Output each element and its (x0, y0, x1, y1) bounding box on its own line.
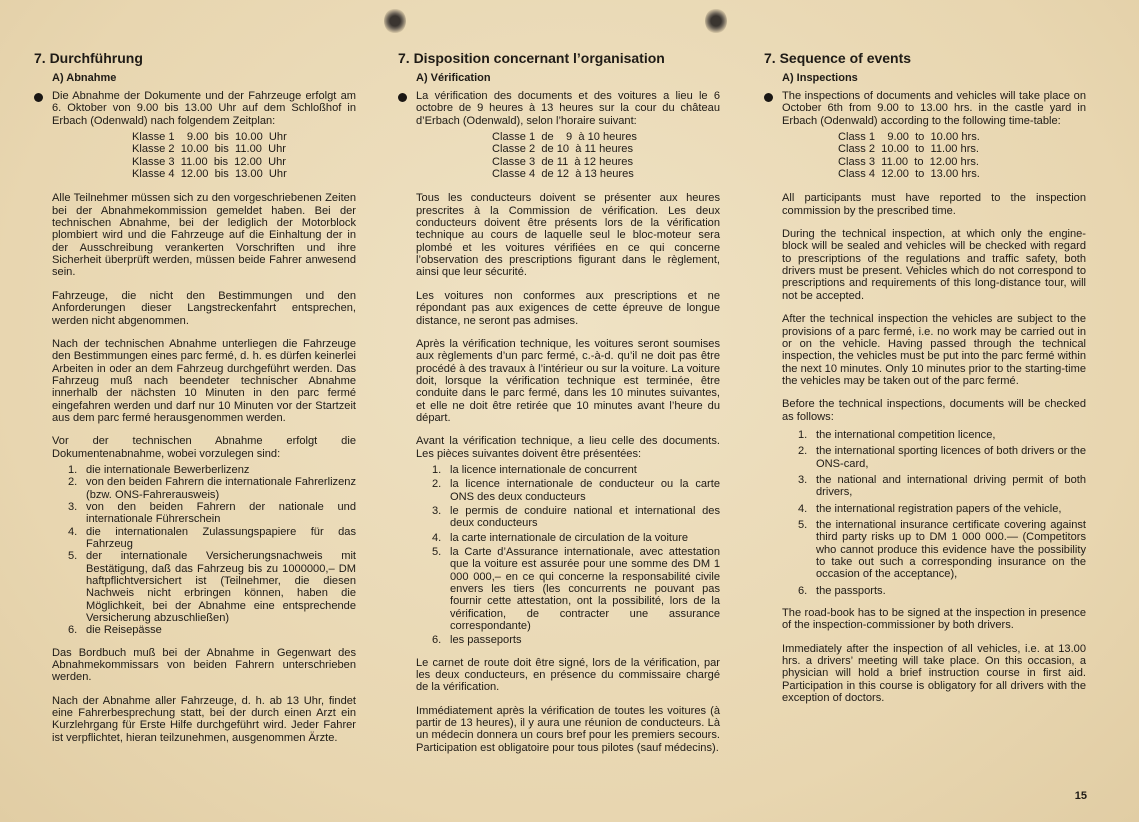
page-number: 15 (1074, 790, 1087, 802)
document-list (416, 464, 720, 647)
document-list (782, 429, 1086, 597)
section-heading: 7. Durchführung (34, 50, 143, 66)
schedule-row: Klasse 4 12.00 bis 13.00 Uhr (132, 168, 287, 181)
intro-paragraph: La vérification des documents et des voitures a lieu le 6 octobre de 9 heures à 13 heures sur la cour du château d’Erbach (Odenwald), selon l’horaire suivant: (416, 90, 720, 127)
paragraph: Immédiatement après la vérification de toutes les voitures (à partir de 13 heures), il y aura une réunion de conducteurs. Là un médecin donnera un cours bref pour les premiers secours. Participation est obligatoire pour tous pilotes (sauf médecins). (416, 704, 720, 754)
paragraph: Après la vérification technique, les voitures seront soumises aux règlements d’un parc fermé, c.-à-d. qu’il ne doit pas être procédé à des travaux à l’intérieur ou sur la voiture. La voiture doit, lorsque la vérification technique est terminée, être conduite dans le parc fermé, dans les 10 minutes suivantes, et elle ne doit être retirée que 10 minutes avant l’heure du départ. (416, 337, 721, 424)
column-french (398, 50, 720, 765)
schedule-row: Classe 2 de 10 à 11 heures (492, 143, 634, 156)
paragraph: Avant la vérification technique, a lieu celle des documents. Les pièces suivantes doivent être présentées: (416, 435, 720, 460)
list-item: 2. the international sporting licences of both drivers or the ONS-card, (798, 445, 1086, 470)
list-item: 6. die Reisepässe (68, 624, 162, 637)
list-item: 1. die internationale Bewerberlizenz (68, 463, 250, 476)
list-item: 3. le permis de conduire national et international des deux conducteurs (432, 504, 720, 530)
list-item: 2. von den beiden Fahrern die internationale Fahrerlizenz (bzw. ONS-Fahrerausweis) (68, 476, 356, 501)
paragraph: Immediately after the inspection of all vehicles, i.e. at 13.00 hrs. a drivers’ meeting will take place. On this occasion, a physician will hold a brief instruction course in first aid. Participation in this course is obligatory for all drivers with the exception of doctors. (782, 642, 1086, 705)
list-item: 5. the international insurance certificate covering against third party risks up to DM 1 000 000.— (Competitors who cannot produce this evidence have the possibility to take out such a corresponding insurance on the occasion of the acceptance), (798, 518, 1086, 581)
paragraph: During the technical inspection, at which only the engine-block will be sealed and vehicles will be checked with regard to prescriptions of the regulations and traffic safety, both drivers must be present. Vehicles which do not correspond to prescriptions and requirements of this long-distance tour, will not be accepted. (782, 228, 1086, 302)
schedule-row: Classe 3 de 11 à 12 heures (492, 155, 634, 168)
paragraph: Tous les conducteurs doivent se présenter aux heures prescrites à la Commission de vérification. Les deux conducteurs doivent être présents lors de la vérification technique au cours de laquelle seul le bloc-moteur sera plombé et les voitures vérifiées en ce qui concerne l’observation des prescriptions figurant dans le règlement, ainsi que leur sécurité. (416, 192, 720, 279)
bullet-marker (34, 93, 43, 102)
list-item: 5. la Carte d’Assurance internationale, avec attestation que la voiture est assurée pour une somme des DM 1 000 000,– en ce qui concerne la responsabilité civile envers les tiers (les concurrents ne pouvant pas fournir cette attestation, ont la possibilité, lors de la vérification, de contracter une assurance correspondante) (432, 546, 720, 633)
paragraph: The road-book has to be signed at the inspection in presence of the inspection-commissioner by both drivers. (782, 607, 1086, 632)
paragraph: Das Bordbuch muß bei der Abnahme in Gegenwart des Abnahmekommissars von beiden Fahrern unterschrieben werden. (52, 646, 356, 684)
intro-paragraph: The inspections of documents and vehicles will take place on October 6th from 9.00 to 13.00 hrs. in the castle yard in Erbach (Odenwald) according to the following time-table: (782, 90, 1086, 127)
schedule-row: Class 1 9.00 to 10.00 hrs. (838, 131, 980, 144)
schedule-row: Klasse 2 10.00 bis 11.00 Uhr (132, 143, 286, 156)
bullet-marker (764, 93, 773, 102)
list-item: 1. the international competition licence, (798, 428, 996, 441)
schedule-row: Classe 1 de 9 à 10 heures (492, 131, 637, 144)
list-item: 4. the international registration papers of the vehicle, (798, 502, 1062, 515)
paragraph: Le carnet de route doit être signé, lors de la vérification, par les deux conducteurs, en présence du commissaire chargé de la vérification. (416, 656, 720, 694)
paragraph: Les voitures non conformes aux prescriptions et ne répondant pas aux exigences de cette épreuve de longue distance, ne seront pas admises. (416, 289, 720, 327)
list-item: 3. von den beiden Fahrern der nationale und internationale Führerschein (68, 500, 356, 526)
schedule-table (492, 131, 720, 180)
list-item: 2. la licence internationale de conducteur ou la carte ONS des deux conducteurs (432, 478, 720, 503)
list-item: 4. la carte internationale de circulation de la voiture (432, 531, 689, 544)
paragraph: Nach der Abnahme aller Fahrzeuge, d. h. ab 13 Uhr, findet eine Fahrerbesprechung statt, bei der durch einen Arzt ein Kurzlehrgang für Erste Hilfe durchgeführt wird. Jeder Fahrer ist verpflichtet, hieran teilzunehmen, ausgenommen Ärzte. (52, 694, 356, 744)
subsection-heading: A) Vérification (416, 72, 491, 84)
list-item: 6. the passports. (798, 584, 886, 597)
schedule-row: Class 2 10.00 to 11.00 hrs. (838, 143, 980, 156)
list-item: 1. la licence internationale de concurrent (432, 463, 637, 476)
list-item: 4. die internationalen Zulassungspapiere für das Fahrzeug (68, 525, 356, 550)
schedule-row: Klasse 1 9.00 bis 10.00 Uhr (132, 131, 287, 144)
list-item: 3. the national and international driving permit of both drivers, (798, 473, 1086, 499)
paragraph: Vor der technischen Abnahme erfolgt die Dokumentenabnahme, wobei vorzulegen sind: (52, 435, 356, 460)
column-english (764, 50, 1086, 715)
punch-hole (384, 8, 406, 34)
schedule-row: Class 3 11.00 to 12.00 hrs. (838, 155, 980, 168)
bullet-marker (398, 93, 407, 102)
list-item: 6. les passeports (432, 634, 522, 647)
list-item: 5. der internationale Versicherungsnachweis mit Bestätigung, daß das Fahrzeug bis zu 1000000,– DM haftpflichtversichert ist (Teilnehmer, die diesen Nachweis nicht erbringen können, haben die Möglichkeit, bei der Abnahme eine entsprechende Versicherung abzuschließen) (68, 550, 356, 625)
paragraph: Before the technical inspections, documents will be checked as follows: (782, 398, 1086, 423)
paragraph: After the technical inspection the vehicles are subject to the provisions of a parc fermé, i.e. no work may be carried out in or on the vehicle. Having passed through the technical inspection, the vehicles must be put into the parc fermé within the next 10 minutes. Only 10 minutes prior to the starting-time the vehicles may be taken out of the parc fermé. (782, 313, 1086, 387)
paragraph: Alle Teilnehmer müssen sich zu den vorgeschriebenen Zeiten bei der Abnahmekommission gemeldet haben. Bei der technischen Abnahme, bei der lediglich der Motorblock plombiert wird und die Fahrzeuge auf die Einhaltung der in der Ausschreibung verankerten Vorschriften und ihre Sicherheit überprüft werden, müssen beide Fahrer anwesend sein. (52, 192, 356, 279)
column-german (34, 50, 356, 755)
subsection-heading: A) Inspections (782, 72, 858, 84)
schedule-row: Classe 4 de 12 à 13 heures (492, 168, 634, 181)
schedule-row: Klasse 3 11.00 bis 12.00 Uhr (132, 155, 286, 168)
section-heading: 7. Sequence of events (764, 50, 912, 66)
intro-paragraph: Die Abnahme der Dokumente und der Fahrzeuge erfolgt am 6. Oktober von 9.00 bis 13.00 Uhr auf dem Schloßhof in Erbach (Odenwald) nach folgendem Zeitplan: (52, 90, 356, 127)
subsection-heading: A) Abnahme (52, 72, 117, 84)
paragraph: Fahrzeuge, die nicht den Bestimmungen und den Anforderungen dieser Langstreckenfahrt entsprechen, werden nicht abgenommen. (52, 289, 356, 327)
section-heading: 7. Disposition concernant l’organisation (398, 50, 665, 66)
schedule-table (838, 131, 1086, 180)
punch-hole (705, 8, 727, 34)
schedule-table (132, 131, 356, 180)
document-list (52, 464, 356, 637)
paragraph: All participants must have reported to the inspection commission by the prescribed time. (782, 192, 1086, 217)
paragraph: Nach der technischen Abnahme unterliegen die Fahrzeuge den Bestimmungen eines parc fermé, d. h. es dürfen keinerlei Arbeiten in oder an dem Fahrzeug durchgeführt werden. Das Fahrzeug muß nach beendeter technischer Abnahme innerhalb der nächsten 10 Minuten in den parc fermé eingefahren werden und darf nur 10 Minuten vor der Startzeit aus dem parc fermé herausgenommen werden. (52, 337, 356, 424)
schedule-row: Class 4 12.00 to 13.00 hrs. (838, 168, 980, 181)
